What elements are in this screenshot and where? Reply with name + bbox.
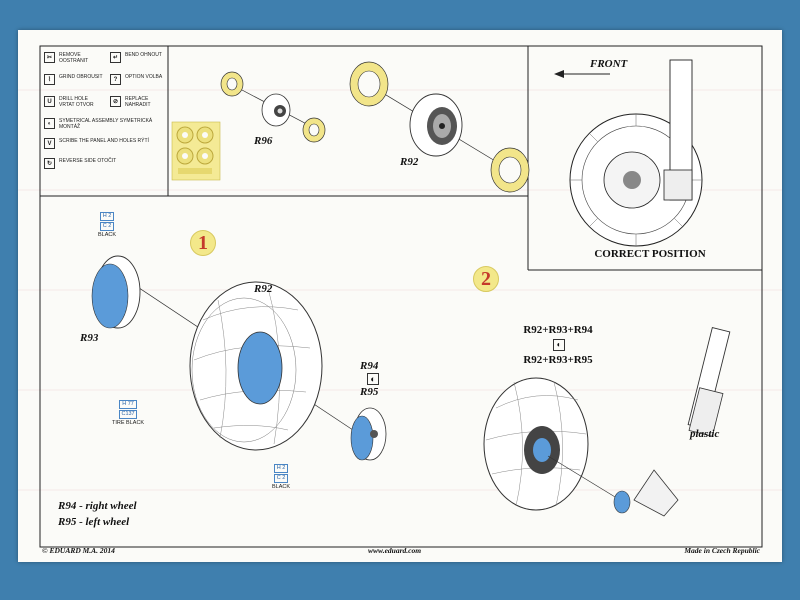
part-label-r95: R95 — [360, 386, 379, 398]
part-label-r93: R93 — [80, 332, 99, 344]
small-wheel-r96 — [221, 72, 325, 142]
footer-copyright: © EDUARD M.A. 2014 — [42, 546, 115, 555]
step2-symmetrical-icon: ◐ — [553, 339, 565, 351]
footer-made-in: Made in Czech Republic — [684, 546, 760, 555]
drill-icon: U — [44, 96, 55, 107]
part-label-r92-top: R92 — [400, 156, 419, 168]
replace-icon: ⊘ — [110, 96, 121, 107]
color-callout-hub: H 2 C 2 BLACK — [272, 465, 291, 490]
instruction-sheet — [18, 30, 782, 562]
main-wheel-top — [350, 62, 529, 192]
bend-icon: ↵ — [110, 52, 121, 63]
step2-combo-left: R92+R93+R95 — [523, 354, 593, 366]
part-label-r96: R96 — [254, 135, 273, 147]
legend-item-grind: ⌇ GRIND OBROUSIT — [44, 74, 104, 96]
legend-item-symmetrical: ◐ SYMETRICAL ASSEMBLY SYMETRICKÁ MONTÁŽ — [44, 118, 170, 138]
option-icon: ? — [110, 74, 121, 85]
step2-combo-right: R92+R93+R94 — [523, 324, 593, 336]
symmetrical-icon: ◐ — [44, 118, 55, 129]
legend-item-scribe: V SCRIBE THE PANEL AND HOLES RÝTÍ — [44, 138, 170, 158]
remove-icon: ✂ — [44, 52, 55, 63]
legend-item-replace: ⊘ REPLACE NAHRADIT — [110, 96, 170, 118]
legend-item-remove: ✂ REMOVE OOSTRANIT — [44, 52, 104, 74]
reverse-icon: ↻ — [44, 158, 55, 169]
step1-assembly — [92, 256, 386, 460]
correct-position-label: CORRECT POSITION — [594, 248, 706, 260]
symmetrical-marker-icon: ◐ — [367, 373, 379, 385]
mask-sheet-preview — [172, 122, 220, 180]
step-number-2: 2 — [473, 266, 499, 292]
note-right-wheel: R94 - right wheel — [58, 500, 137, 512]
plastic-label: plastic — [690, 428, 720, 440]
step-number-1: 1 — [190, 230, 216, 256]
note-left-wheel: R95 - left wheel — [58, 516, 130, 528]
legend-item-bend: ↵ BEND OHNOUT — [110, 52, 170, 74]
correct-position-drawing — [554, 60, 702, 246]
scribe-icon: V — [44, 138, 55, 149]
color-callout-tire: H 77 C137 TIRE BLACK — [112, 401, 145, 426]
legend-item-reverse: ↻ REVERSE SIDE OTOČIT — [44, 158, 170, 178]
part-label-r94: R94 — [360, 360, 379, 372]
legend-item-option: ? OPTION VOLBA — [110, 74, 170, 96]
footer-website: www.eduard.com — [368, 546, 422, 555]
legend-item-drill: U DRILL HOLE VRTAT OTVOR — [44, 96, 104, 118]
color-callout-r93: H 2 C 2 BLACK — [98, 213, 117, 238]
symbol-legend — [44, 52, 170, 178]
grind-icon: ⌇ — [44, 74, 55, 85]
part-label-r92: R92 — [254, 283, 273, 295]
front-label: FRONT — [590, 58, 628, 70]
